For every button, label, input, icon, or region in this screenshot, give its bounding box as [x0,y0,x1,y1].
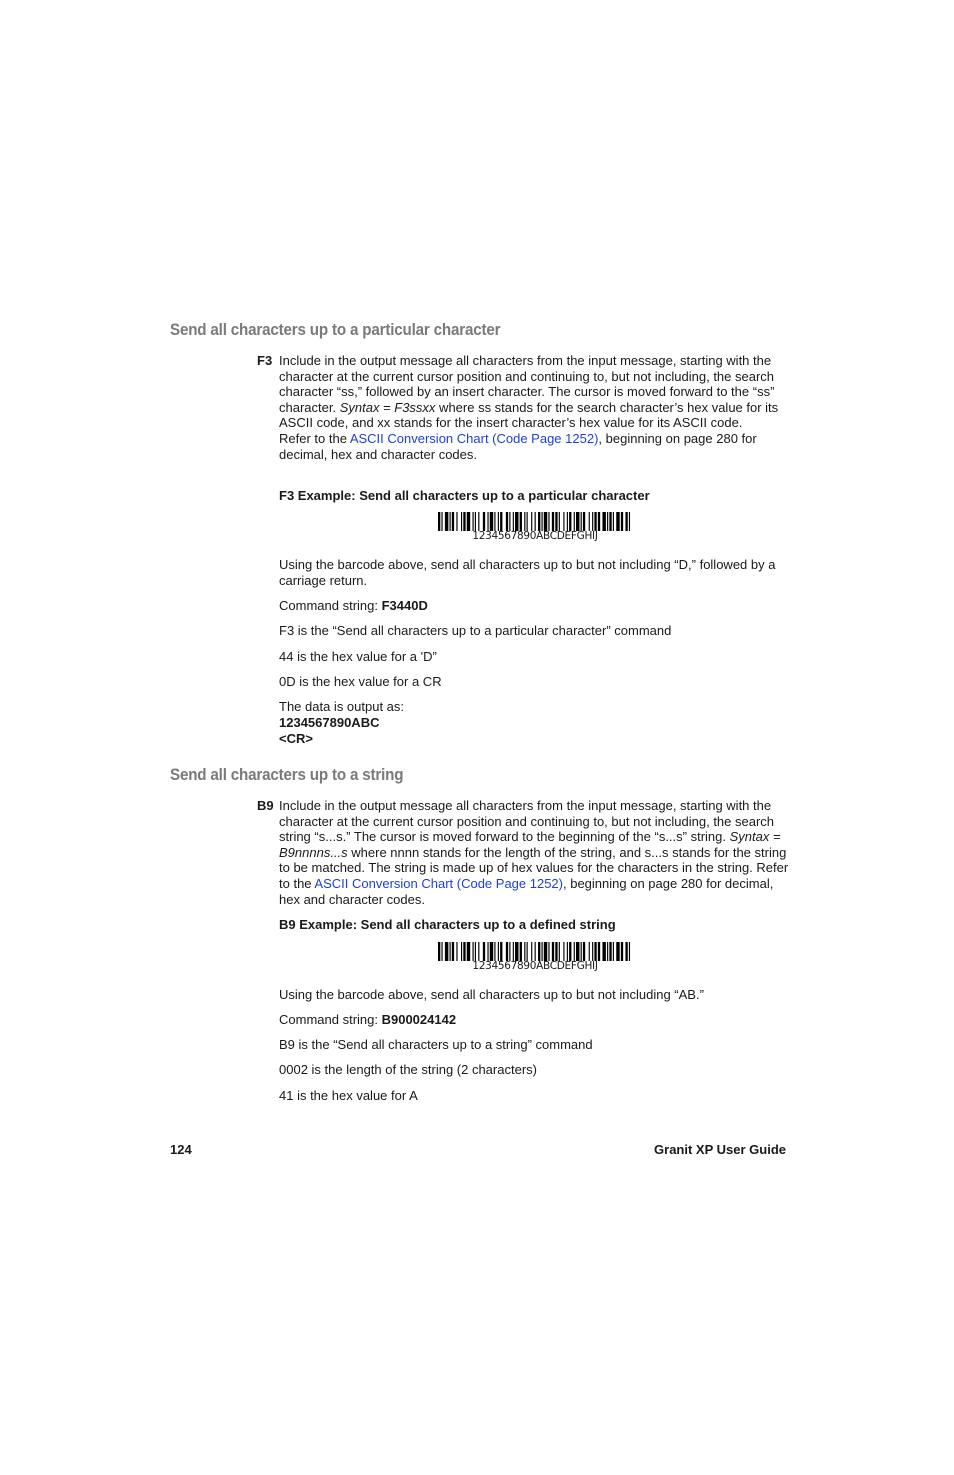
barcode-bar [500,512,502,531]
b9-desc-part2: where nnnn stands for the length of the string, and s...s stands for the string to be matched. The string is made up of hex values for the characters in the string. Refer to the [279,844,789,891]
barcode-bar [527,942,528,961]
barcode-bar [563,512,564,531]
barcode-bar [520,942,522,961]
barcode-bar [616,512,619,531]
barcode-bar [538,942,540,961]
barcode-bar [524,512,525,531]
barcode-bar [483,942,485,961]
f3-syntax: Syntax = F3ssxx [339,399,436,415]
barcode-bar [621,512,623,531]
barcode-bar [592,512,593,531]
section-heading-string: Send all characters up to a string [170,766,404,784]
f3-output-label: The data is output as: [279,699,405,714]
barcode-bar [555,942,557,961]
barcode-bar [461,512,462,531]
barcode-bar [467,512,470,531]
barcode-text: 1234567890ABCDEFGHIJ [472,530,598,542]
barcode-bar [513,942,514,961]
barcode-bar [515,942,518,961]
f3-command-string [279,598,428,614]
b9-refer-suffix: , beginning on page 280 for decimal, hex and character codes. [279,875,774,907]
barcode-bar [569,512,571,531]
f3-using-text: Using the barcode above, send all characters up to but not including “D,” followed by a carriage return. [279,557,776,588]
barcode-bar [500,942,502,961]
barcode-bar [544,942,547,961]
b9-description [279,798,791,907]
barcode-bar [463,942,465,961]
f3-explain-1: F3 is the “Send all characters up to a particular character” command [279,623,672,638]
barcode-bar [594,512,596,531]
b9-command-string [279,1012,456,1028]
barcode-bar [473,512,474,531]
barcode-bar [463,512,465,531]
barcode-bar [552,942,554,961]
barcode-bar [563,942,564,961]
barcode-bar [598,512,600,531]
barcode-bar [589,942,590,961]
barcode-bar [461,942,462,961]
barcode-bar [506,942,508,961]
barcode-bar [456,942,457,961]
barcode-bar [509,512,510,531]
f3-example-barcode [438,512,632,542]
f3-explain-2: 44 is the hex value for a 'D” [279,649,437,664]
barcode-bar [583,512,585,531]
b9-using-text: Using the barcode above, send all characters up to but not including “AB.” [279,987,704,1002]
barcode-bar [475,942,476,961]
command-label: Command string: [279,1012,382,1027]
barcode-bar [490,942,493,961]
barcode-bar [438,942,440,961]
barcode-bar [574,512,575,531]
barcode-bar [467,942,470,961]
barcode-bar [542,512,543,531]
barcode-bar [441,942,442,961]
b9-explain-1: B9 is the “Send all characters up to a string” command [279,1037,593,1052]
barcode-bar [509,942,510,961]
barcode-bar [602,512,605,531]
f3-description [279,353,791,462]
barcode-bar [625,942,627,961]
barcode-bar [441,512,442,531]
barcode-bar [524,942,525,961]
barcode-bar [498,512,499,531]
f3-refer-suffix: , beginning on page 280 for decimal, hex and character codes. [279,430,757,462]
barcode-bar [613,942,614,961]
command-value: F3440D [381,598,428,613]
barcode-bar [583,942,585,961]
barcode-bar [589,512,590,531]
barcode-bar [527,512,528,531]
barcode-bar [625,512,627,531]
f3-output-line-1: 1234567890ABC [279,715,380,730]
barcode-bar [450,942,451,961]
section-heading-particular-character: Send all characters up to a particular character [170,321,501,339]
barcode-bar [607,942,608,961]
barcode-bar [483,512,485,531]
command-code-b9: B9 [257,798,274,813]
barcode-bar [542,942,543,961]
barcode-bar [567,942,568,961]
barcode-bar [475,512,476,531]
barcode-text: 1234567890ABCDEFGHIJ [472,960,598,972]
barcode-bar [538,512,540,531]
barcode-bars [438,512,632,531]
barcode-bar [438,512,440,531]
barcode-bars [438,942,632,961]
b9-example-barcode [438,942,632,972]
barcode-bar [592,942,593,961]
barcode-bar [494,942,495,961]
barcode-bar [478,512,479,531]
barcode-bar [555,512,557,531]
f3-desc-part2: where ss stands for the search character’s hex value for its ASCII code, and xx stands for the insert character’s hex value for its ASCII code. [279,399,779,431]
barcode-bar [531,942,532,961]
barcode-bar [576,512,579,531]
barcode-bar [452,512,454,531]
barcode-bar [450,512,451,531]
command-value: B900024142 [381,1012,457,1027]
barcode-bar [473,942,474,961]
barcode-bar [445,942,448,961]
f3-example-title: F3 Example: Send all characters up to a particular character [279,488,650,503]
barcode-bar [535,512,536,531]
b9-explain-2: 0002 is the length of the string (2 characters) [279,1062,537,1077]
barcode-bar [621,942,623,961]
barcode-bar [506,512,508,531]
barcode-bar [548,512,549,531]
barcode-bar [544,512,547,531]
command-code-f3: F3 [257,353,273,368]
barcode-bar [616,942,619,961]
barcode-bar [609,942,611,961]
barcode-bar [594,942,596,961]
barcode-bar [487,512,488,531]
barcode-bar [445,512,448,531]
barcode-bar [490,512,493,531]
barcode-bar [581,512,582,531]
page-number: 124 [170,1142,192,1157]
barcode-bar [602,942,605,961]
barcode-bar [535,942,536,961]
barcode-bar [456,512,457,531]
barcode-bar [552,512,554,531]
barcode-bar [629,942,630,961]
b9-desc-part1: Include in the output message all characters from the input message, starting with the character at the current cursor position and continuing to, but not including, the search string “s...s.” The cursor is moved forward to the beginning of the “s...s” string. [279,798,775,845]
b9-example-title: B9 Example: Send all characters up to a defined string [279,917,616,932]
barcode-bar [576,942,579,961]
barcode-bar [567,512,568,531]
barcode-bar [498,942,499,961]
b9-syntax: Syntax = B9nnnns...s [279,829,781,860]
barcode-bar [629,512,630,531]
command-label: Command string: [279,598,382,613]
barcode-bar [520,512,522,531]
f3-desc-part1: Include in the output message all characters from the input message, starting with the character at the current cursor position and continuing to, but not including, the search character “ss,” followed by an insert character. The cursor is moved forward to the “ss” character. [279,353,775,415]
barcode-bar [613,512,614,531]
barcode-bar [548,942,549,961]
barcode-bar [598,942,600,961]
barcode-bar [531,512,532,531]
barcode-bar [494,512,495,531]
barcode-bar [581,942,582,961]
barcode-bar [559,942,560,961]
barcode-bar [607,512,608,531]
guide-title: Granit XP User Guide [654,1142,786,1157]
f3-refer-prefix: Refer to the [279,430,350,446]
ascii-chart-link[interactable]: ASCII Conversion Chart (Code Page 1252) [349,430,599,446]
barcode-bar [609,512,611,531]
barcode-bar [559,512,560,531]
barcode-bar [574,942,575,961]
barcode-bar [487,942,488,961]
barcode-bar [452,942,454,961]
barcode-bar [513,512,514,531]
barcode-bar [478,942,479,961]
ascii-chart-link[interactable]: ASCII Conversion Chart (Code Page 1252) [314,875,563,891]
f3-output-line-2: <CR> [279,731,313,746]
barcode-bar [569,942,571,961]
f3-explain-3: 0D is the hex value for a CR [279,674,442,689]
b9-explain-3: 41 is the hex value for A [279,1088,418,1103]
barcode-bar [515,512,518,531]
